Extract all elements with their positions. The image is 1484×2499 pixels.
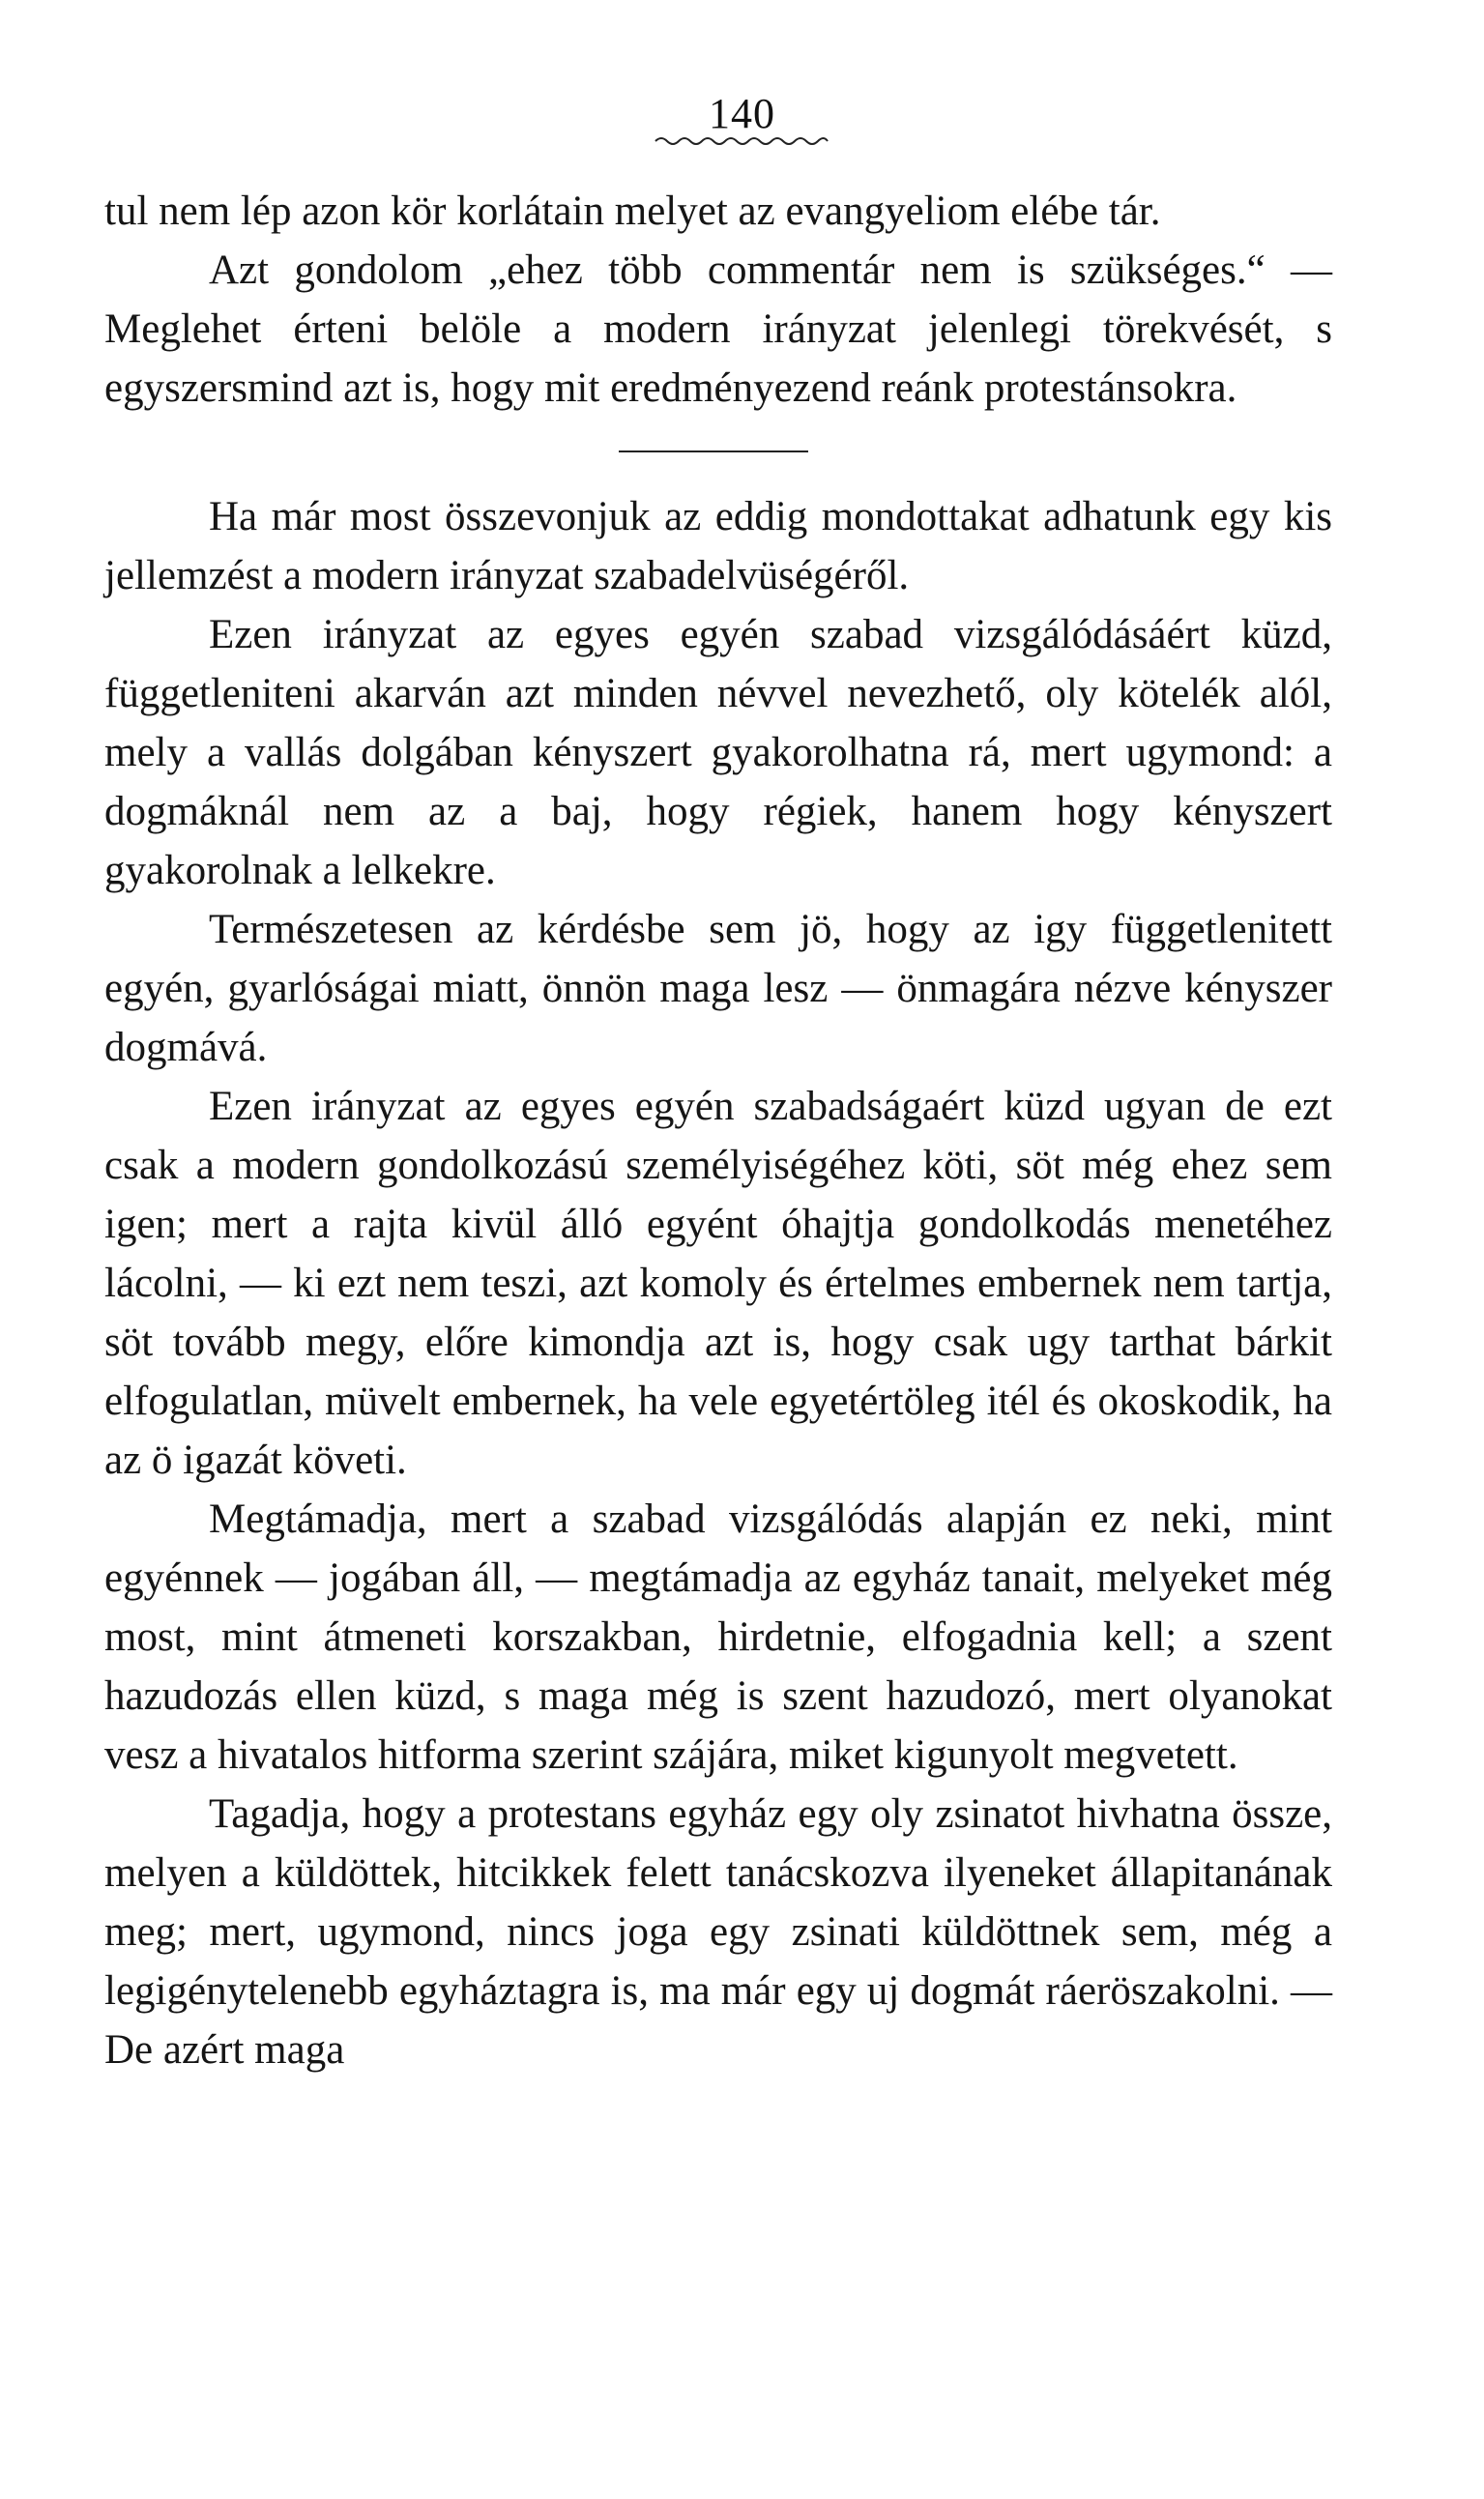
paragraph-7: Megtámadja, mert a szabad vizsgálódás alapján ez neki, mint egyénnek — jogában áll, — megtámadja az egyház tanait, melyeket még most, mint átmeneti korszakban, hirdetnie, elfogadnia kell; a szent hazudozás ellen küzd, s maga még is szent hazudozó, mert olyanokat vesz a hivatalos hitforma szerint szájára, miket kigunyolt megvetett. (104, 1496, 1332, 1778)
paragraph-5: Természetesen az kérdésbe sem jö, hogy az igy függetlenitett egyén, gyarlóságai miatt, önnön maga lesz — önmagára nézve kényszer dogmává. (104, 907, 1332, 1070)
paragraph-6: Ezen irányzat az egyes egyén szabadságaért küzd ugyan de ezt csak a modern gondolkozású személyiségéhez köti, söt még ehez sem igen; mert a rajta kivül álló egyént óhajtja gondolkodás menetéhez lácolni, — ki ezt nem teszi, azt komoly és értelmes embernek nem tartja, söt tovább megy, előre kimondja azt is, hogy csak ugy tarthat bárkit elfogulatlan, müvelt embernek, ha vele egyetértöleg itél és okoskodik, ha az ö igazát követi. (104, 1084, 1332, 1483)
paragraph-3: Ha már most összevonjuk az eddig mondottakat adhatunk egy kis jellemzést a modern irányzat szabadelvüségéről. (104, 494, 1332, 598)
section-divider-rule (619, 450, 808, 452)
paragraph-4: Ezen irányzat az egyes egyén szabad vizsgálódásáért küzd, függetleniteni akarván azt minden névvel nevezhető, oly kötelék alól, mely a vallás dolgában kényszert gyakorolhatna rá, mert ugymond: a dogmáknál nem az a baj, hogy régiek, hanem hogy kényszert gyakorolnak a lelkekre. (104, 612, 1332, 893)
paragraph-8: Tagadja, hogy a protestans egyház egy oly zsinatot hivhatna össze, melyen a küldöttek, hitcikkek felett tanácskozva ilyeneket állapitanának meg; mert, ugymond, nincs joga egy zsinati küldöttnek sem, még a legigénytelenebb egyháztagra is, ma már egy uj dogmát ráeröszakolni. — De azért maga (104, 1791, 1332, 2073)
paragraph-2: Azt gondolom „ehez több commentár nem is szükséges.“ — Meglehet érteni belöle a modern irányzat jelenlegi törekvését, s egyszersmind azt is, hogy mit eredményezend reánk protestánsokra. (104, 247, 1332, 411)
body-text (104, 182, 1332, 2079)
page-number: 140 (709, 90, 775, 137)
paragraph-1: tul nem lép azon kör korlátain melyet az evangyeliom elébe tár. (104, 189, 1161, 234)
page-number-underline-ornament (654, 133, 829, 147)
